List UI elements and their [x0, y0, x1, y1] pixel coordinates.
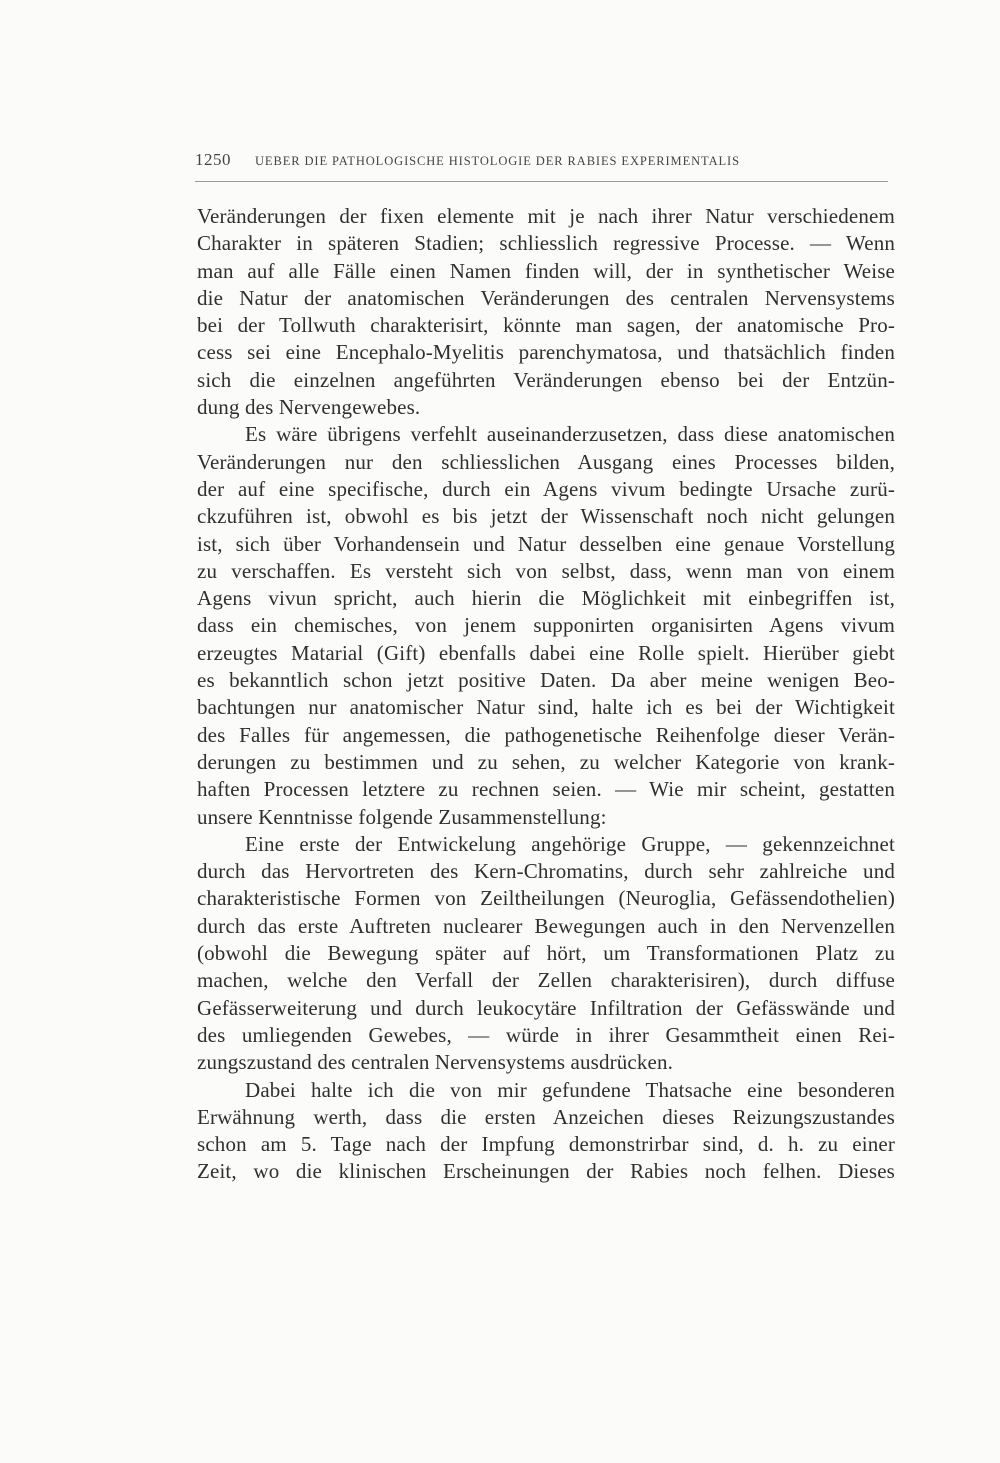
- text-line: zungszustand des centralen Nervensystems ausdrücken.: [197, 1050, 674, 1075]
- paragraph: [197, 831, 895, 1077]
- text-line: Agens vivun spricht, auch hierin die Möglichkeit mit einbegriffen ist,: [197, 586, 895, 611]
- paragraph: [197, 1077, 895, 1186]
- text-line: Veränderungen nur den schliesslichen Ausgang eines Processes bilden,: [197, 449, 895, 474]
- text-line: Erwähnung werth, dass die ersten Anzeichen dieses Reizungszustandes: [197, 1104, 895, 1129]
- text-line: durch das erste Auftreten nuclearer Bewegungen auch in den Nervenzellen: [197, 913, 895, 938]
- text-line: die Natur der anatomischen Veränderungen des centralen Nervensystems: [197, 285, 895, 310]
- page-number: 1250: [195, 150, 231, 169]
- text-line: sich die einzelnen angeführten Veränderungen ebenso bei der Entzün-: [197, 367, 895, 392]
- body-text: [197, 203, 895, 1186]
- text-line: ist, sich über Vorhandensein und Natur desselben eine genaue Vorstellung: [197, 531, 895, 556]
- text-line: bei der Tollwuth charakterisirt, könnte man sagen, der anatomische Pro-: [197, 313, 895, 338]
- text-line: charakteristische Formen von Zeiltheilungen (Neuroglia, Gefässendothelien): [197, 886, 895, 911]
- text-line: (obwohl die Bewegung später auf hört, um Transformationen Platz zu: [197, 941, 895, 966]
- header-rule: [195, 181, 888, 182]
- text-line: erzeugtes Matarial (Gift) ebenfalls dabei eine Rolle spielt. Hierüber giebt: [197, 640, 895, 665]
- text-line: Charakter in späteren Stadien; schliesslich regressive Processe. — Wenn: [197, 231, 895, 256]
- text-line: ckzuführen ist, obwohl es bis jetzt der Wissenschaft noch nicht gelungen: [197, 504, 895, 529]
- text-line: man auf alle Fälle einen Namen finden will, der in synthetischer Weise: [197, 258, 895, 283]
- text-line: machen, welche den Verfall der Zellen charakterisiren), durch diffuse: [197, 968, 895, 993]
- text-line: des Falles für angemessen, die pathogenetische Reihenfolge dieser Verän-: [197, 722, 895, 747]
- text-line: dass ein chemisches, von jenem supponirten organisirten Agens vivum: [197, 613, 895, 638]
- text-line: der auf eine specifische, durch ein Agens vivum bedingte Ursache zurü-: [197, 476, 895, 501]
- text-line: bachtungen nur anatomischer Natur sind, halte ich es bei der Wichtigkeit: [197, 695, 895, 720]
- text-line: Eine erste der Entwickelung angehörige Gruppe, — gekennzeichnet: [245, 831, 895, 856]
- text-line: haften Processen letztere zu rechnen seien. — Wie mir scheint, gestatten: [197, 777, 895, 802]
- text-line: Es wäre übrigens verfehlt auseinanderzusetzen, dass diese anatomischen: [245, 422, 895, 447]
- running-title: UEBER DIE PATHOLOGISCHE HISTOLOGIE DER RABIES EXPERIMENTALIS: [255, 154, 740, 168]
- text-line: dung des Nervengewebes.: [197, 395, 421, 420]
- text-line: es bekanntlich schon jetzt positive Daten. Da aber meine wenigen Beo-: [197, 668, 895, 693]
- text-line: derungen zu bestimmen und zu sehen, zu welcher Kategorie von krank-: [197, 749, 895, 774]
- text-line: zu verschaffen. Es versteht sich von selbst, dass, wenn man von einem: [197, 558, 895, 583]
- paragraph: [197, 421, 895, 830]
- text-line: durch das Hervortreten des Kern-Chromatins, durch sehr zahlreiche und: [197, 859, 895, 884]
- paragraph: [197, 203, 895, 421]
- text-line: cess sei eine Encephalo-Myelitis parenchymatosa, und thatsächlich finden: [197, 340, 895, 365]
- text-line: des umliegenden Gewebes, — würde in ihrer Gesammtheit einen Rei-: [197, 1022, 895, 1047]
- text-line: Zeit, wo die klinischen Erscheinungen der Rabies noch felhen. Dieses: [197, 1159, 895, 1184]
- text-line: Veränderungen der fixen elemente mit je nach ihrer Natur verschiedenem: [197, 204, 895, 228]
- text-line: unsere Kenntnisse folgende Zusammenstellung:: [197, 804, 607, 829]
- running-head: [195, 150, 890, 176]
- text-line: Dabei halte ich die von mir gefundene Thatsache eine besonderen: [245, 1077, 895, 1102]
- text-line: schon am 5. Tage nach der Impfung demonstrirbar sind, d. h. zu einer: [197, 1132, 895, 1157]
- text-line: Gefässerweiterung und durch leukocytäre Infiltration der Gefässwände und: [197, 995, 895, 1020]
